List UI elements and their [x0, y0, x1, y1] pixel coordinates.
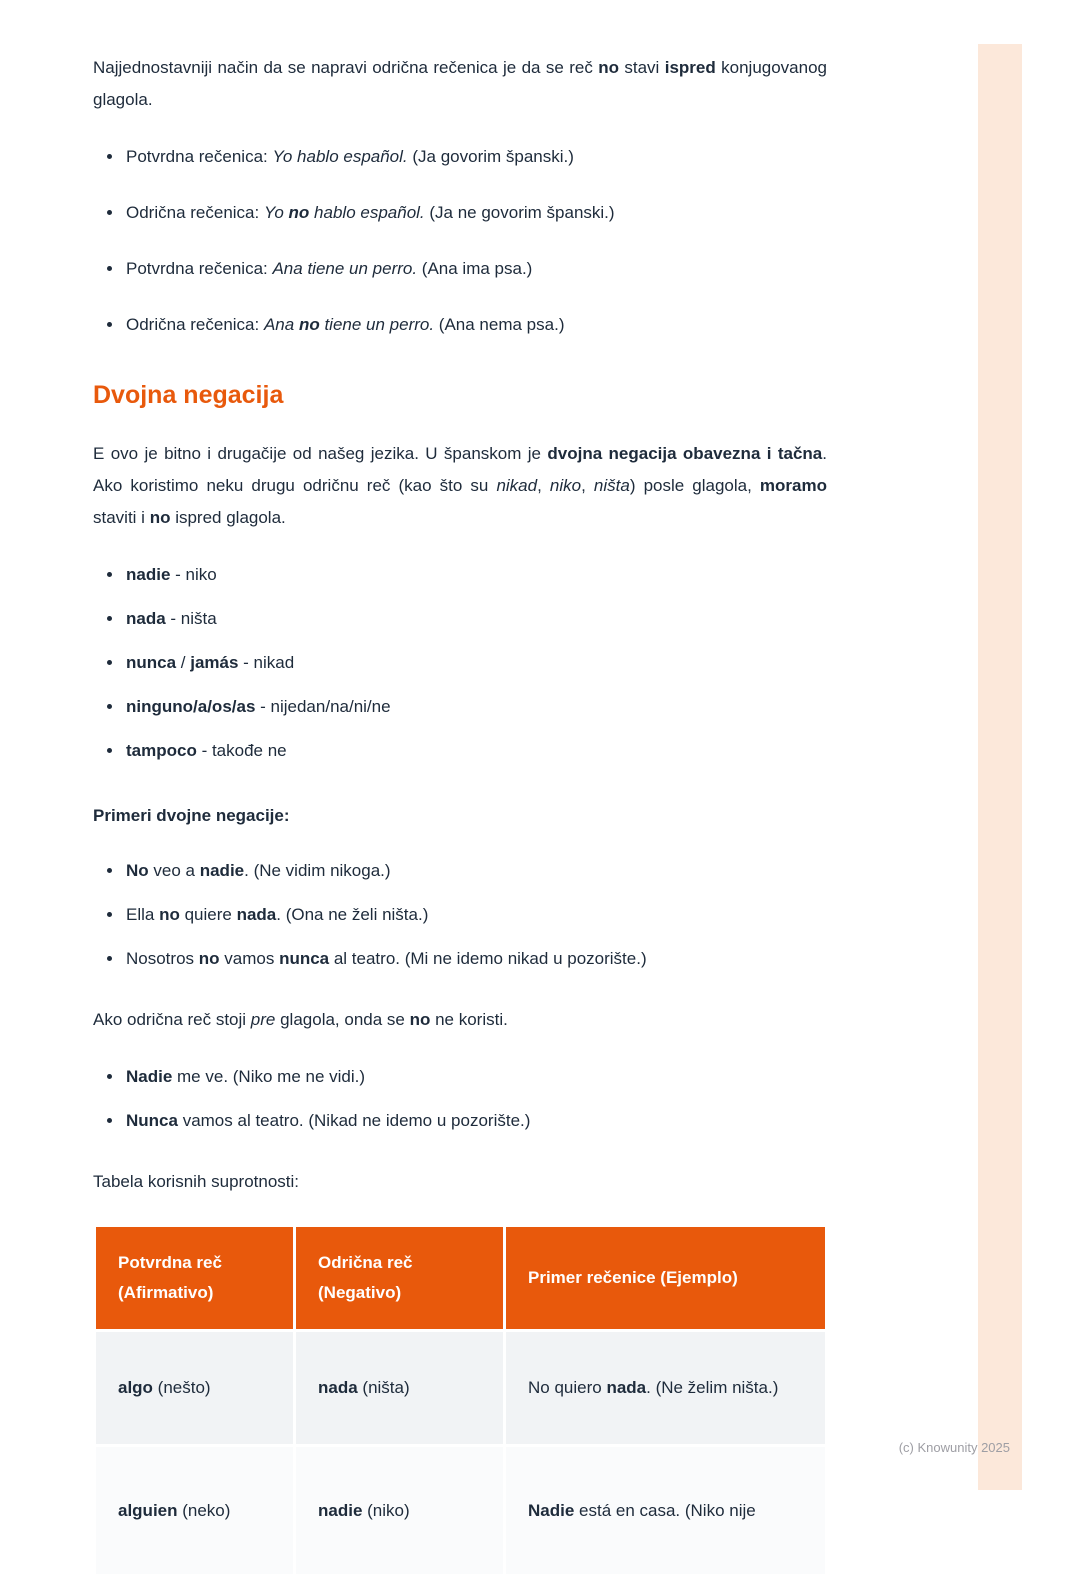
table-header-example: Primer rečenice (Ejemplo): [505, 1226, 827, 1331]
list-item: • Nosotros no vamos nunca al teatro. (Mi ne idemo nikad u pozorište.): [124, 944, 827, 974]
table-header-row: [95, 1226, 827, 1331]
table-header-negative: Odrična reč (Negativo): [295, 1226, 505, 1331]
list-item: • Odrična rečenica: Ana no tiene un perro. (Ana nema psa.): [124, 310, 827, 340]
intro-paragraph: Najjednostavniji način da se napravi odrična rečenica je da se reč no stavi ispred konjugovanog glagola.: [93, 58, 827, 109]
table-row: [95, 1331, 827, 1446]
list-item: • Nunca vamos al teatro. (Nikad ne idemo u pozorište.): [124, 1106, 827, 1136]
section-heading: Dvojna negacija: [93, 381, 284, 409]
list-item: • ninguno/a/os/as - nijedan/na/ni/ne: [124, 692, 827, 722]
double-negation-paragraph: E ovo je bitno i drugačije od našeg jezika. U španskom je dvojna negacija obavezna i tačna. Ako koristimo neku drugu odričnu reč (kao što su nikad, niko, ništa) posle glagola, moramo staviti i no ispred glagola.: [93, 444, 827, 527]
negative-words-list: [93, 560, 827, 766]
table-cell: nada (ništa): [295, 1331, 505, 1446]
list-item: • tampoco - takođe ne: [124, 736, 827, 766]
list-item: • Potvrdna rečenica: Yo hablo español. (Ja govorim španski.): [124, 142, 827, 172]
table-intro: Tabela korisnih suprotnosti:: [93, 1172, 300, 1191]
list-item: • nada - ništa: [124, 604, 827, 634]
side-accent-stripe: [978, 44, 1022, 1490]
double-negation-examples-list: [93, 856, 827, 974]
list-item: • Potvrdna rečenica: Ana tiene un perro. (Ana ima psa.): [124, 254, 827, 284]
examples-label: Primeri dvojne negacije:: [93, 806, 290, 825]
table-cell: No quiero nada. (Ne želim ništa.): [505, 1331, 827, 1446]
table-row: [95, 1446, 827, 1576]
table-header-affirmative: Potvrdna reč (Afirmativo): [95, 1226, 295, 1331]
list-item: • Nadie me ve. (Niko me ne vidi.): [124, 1062, 827, 1092]
document-content: [93, 52, 827, 1577]
list-item: • Ella no quiere nada. (Ona ne želi ništa.): [124, 900, 827, 930]
pre-verb-paragraph: Ako odrična reč stoji pre glagola, onda se no ne koristi.: [93, 1010, 508, 1029]
list-item: • Odrična rečenica: Yo no hablo español. (Ja ne govorim španski.): [124, 198, 827, 228]
opposites-table: [93, 1224, 828, 1577]
table-cell: Nadie está en casa. (Niko nije: [505, 1446, 827, 1576]
list-item: • nunca / jamás - nikad: [124, 648, 827, 678]
list-item: • nadie - niko: [124, 560, 827, 590]
list-item: • No veo a nadie. (Ne vidim nikoga.): [124, 856, 827, 886]
watermark: (c) Knowunity 2025: [898, 1440, 1010, 1455]
basic-examples-list: [93, 142, 827, 340]
table-cell: algo (nešto): [95, 1331, 295, 1446]
table-cell: nadie (niko): [295, 1446, 505, 1576]
table-cell: alguien (neko): [95, 1446, 295, 1576]
pre-verb-examples-list: [93, 1062, 827, 1136]
